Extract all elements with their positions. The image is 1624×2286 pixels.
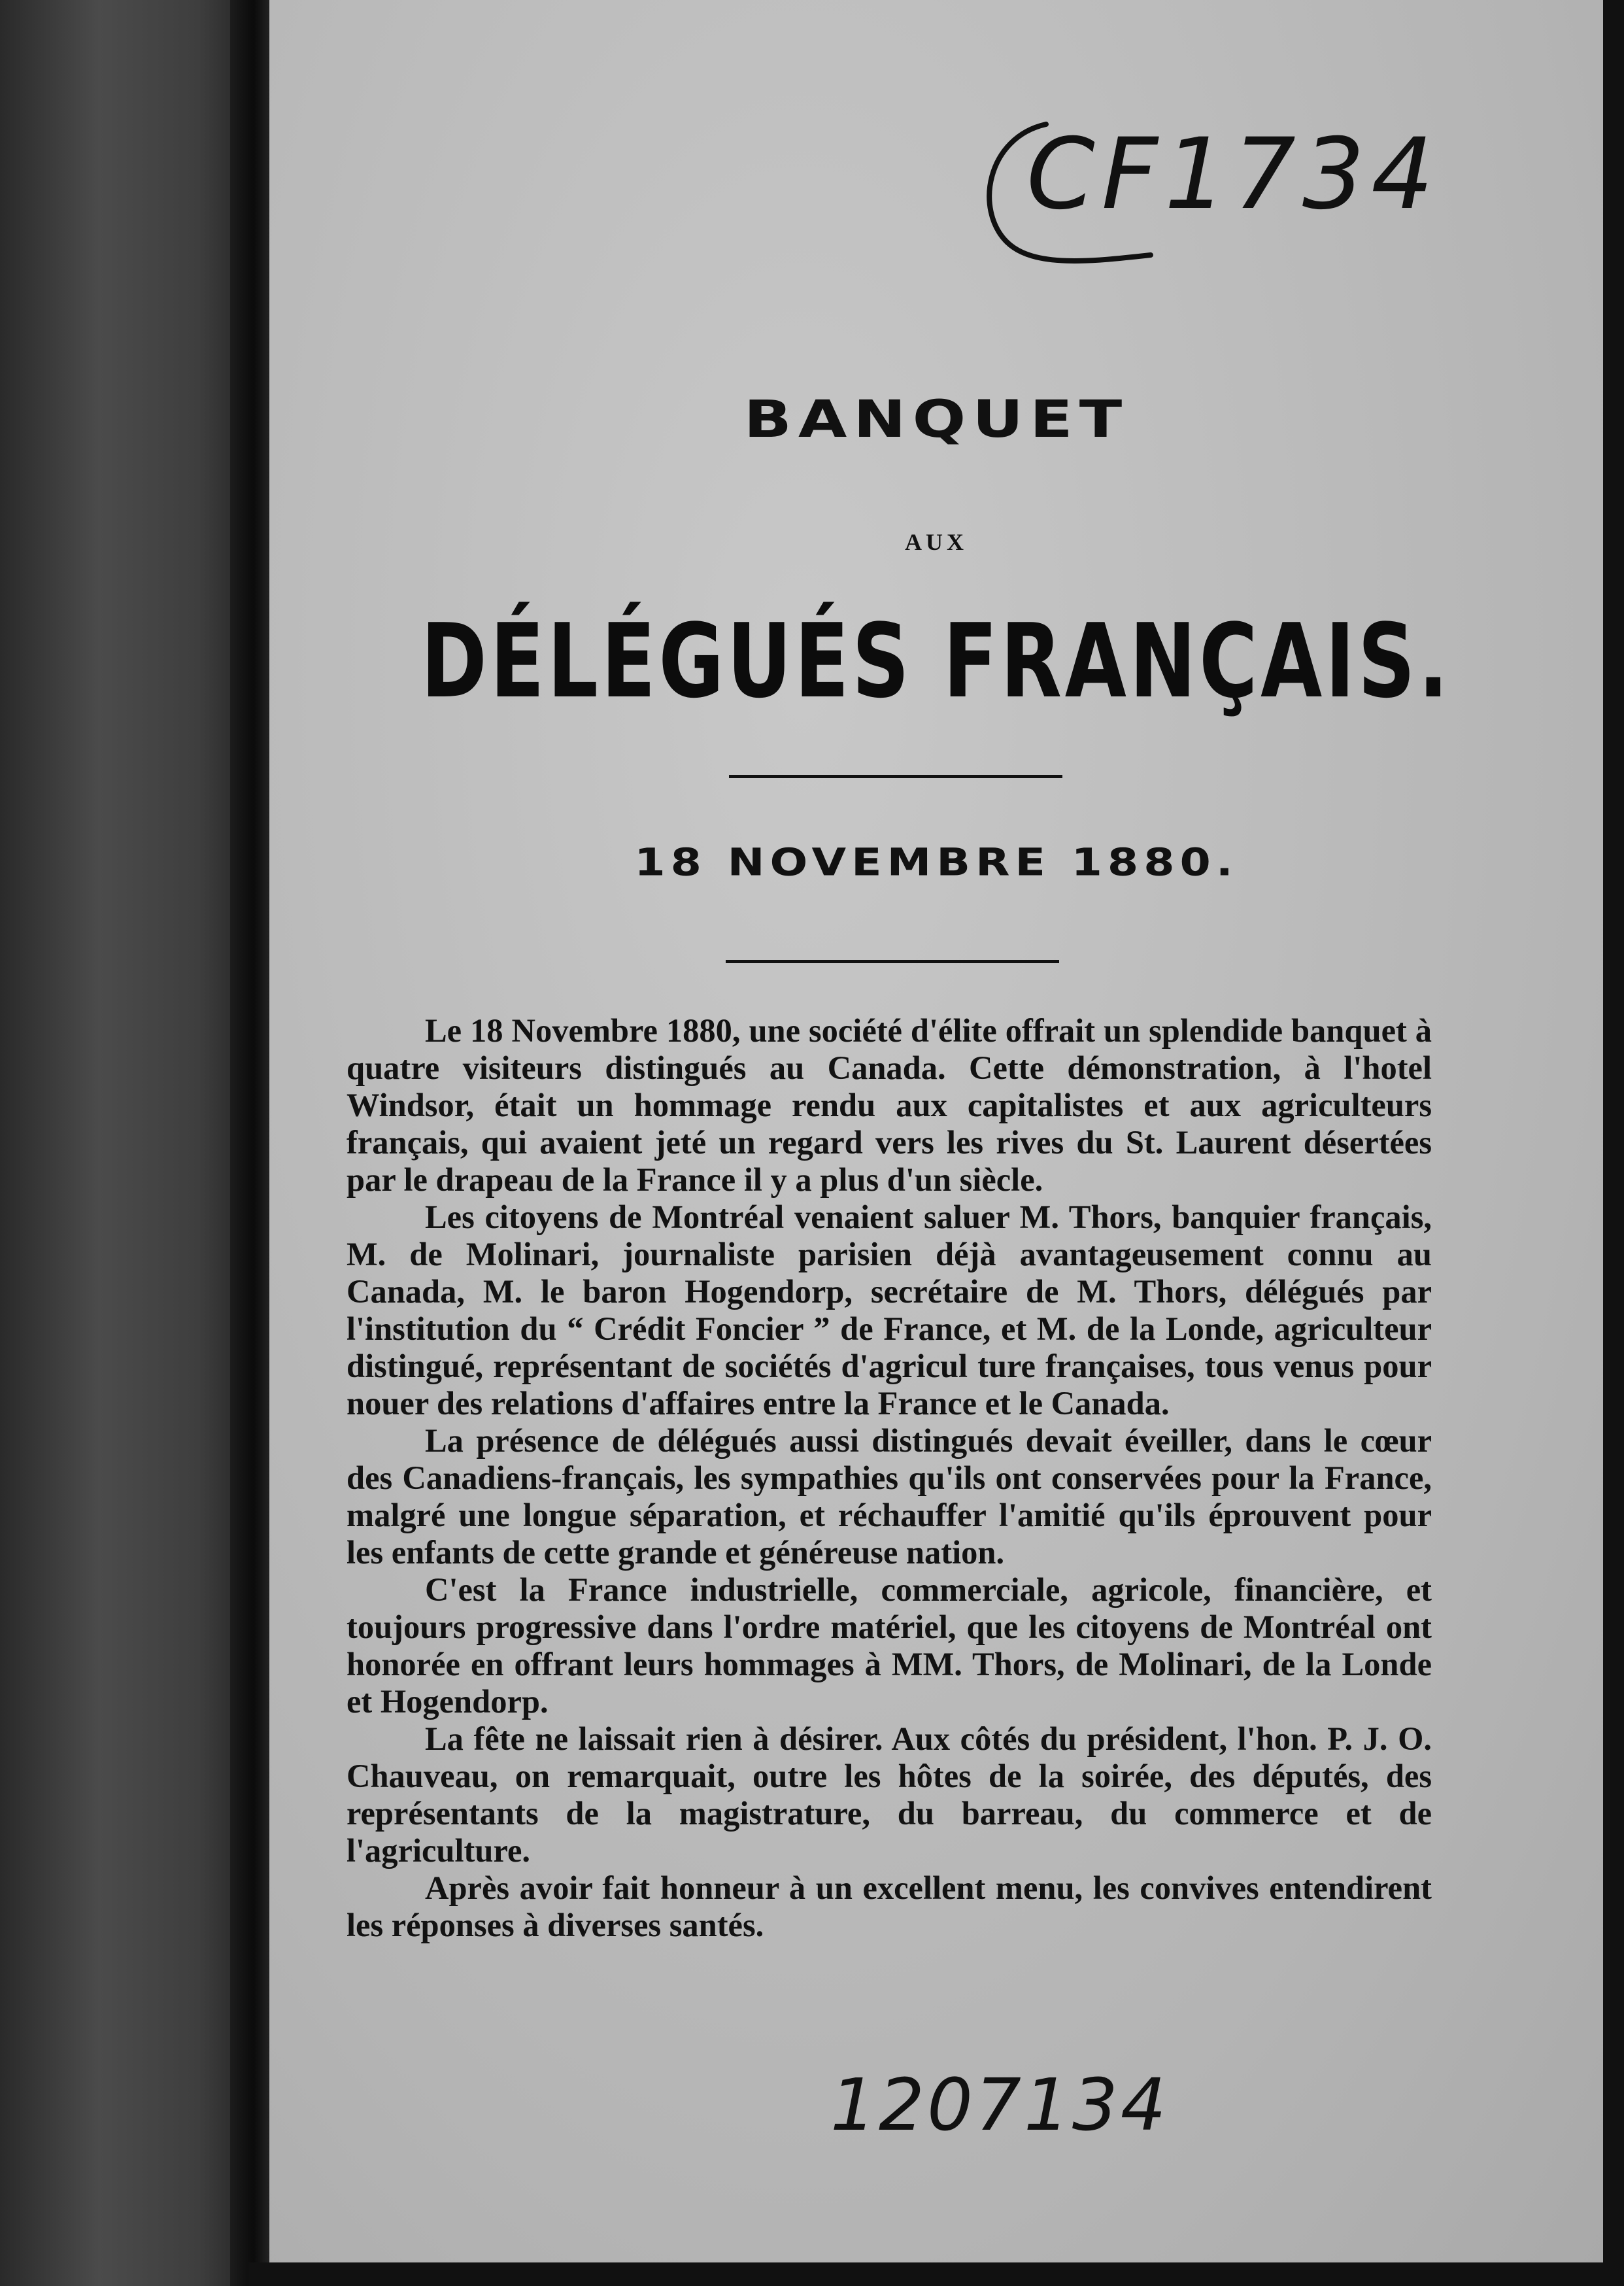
paragraph: La présence de délégués aussi distingués devait éveiller, dans le cœur des Canadiens-français, les sympathies qu'ils ont conservées pour la France, malgré une longue séparation, et réchauffer l'amitié qu'ils éprouvent pour les enfants de cette grande et généreuse nation.: [347, 1422, 1432, 1571]
divider-rule: [729, 775, 1062, 778]
handwritten-accession-number: 1207134: [830, 2063, 1169, 2147]
title-banquet: BANQUET: [743, 389, 1129, 449]
book-spine: [0, 0, 248, 2286]
divider-rule: [726, 960, 1059, 963]
paragraph: Les citoyens de Montréal venaient saluer M. Thors, banquier français, M. de Molinari, journaliste parisien déjà avantageusement connu au Canada, M. le baron Hogendorp, secrétaire de M. Thors, délégués par l'institution du “ Crédit Foncier ” de France, et M. de la Londe, agriculteur distingué, représentant de sociétés d'agricul ture françaises, tous venus pour nouer des relations d'affaires entre la France et le Canada.: [347, 1199, 1432, 1422]
handwritten-call-number: [948, 98, 1440, 294]
page-edge-right: [1603, 0, 1624, 2286]
page-edge-bottom: [248, 2262, 1624, 2286]
paragraph: Après avoir fait honneur à un excellent menu, les convives entendirent les réponses à diverses santés.: [347, 1869, 1432, 1943]
title-aux: AUX: [905, 529, 968, 555]
paragraph: Le 18 Novembre 1880, une société d'élite offrait un splendide banquet à quatre visiteurs distingués au Canada. Cette démonstration, à l'hotel Windsor, était un hommage rendu aux capitalistes et aux agriculteurs français, qui avaient jeté un regard vers les rives du St. Laurent désertées par le drapeau de la France il y a plus d'un siècle.: [347, 1012, 1432, 1198]
title-date: 18 NOVEMBRE 1880.: [634, 840, 1238, 885]
call-number-text: CF1734: [1026, 118, 1440, 231]
paragraph: C'est la France industrielle, commerciale, agricole, financière, et toujours progressive dans l'ordre matériel, que les citoyens de Montréal ont honorée en offrant leurs hommages à MM. Thors, de Molinari, de la Londe et Hogendorp.: [347, 1571, 1432, 1720]
body-text: [347, 1012, 1432, 1944]
spine-shadow: [230, 0, 269, 2286]
title-delegues-francais: DÉLÉGUÉS FRANÇAIS.: [420, 602, 1452, 721]
paragraph: La fête ne laissait rien à désirer. Aux côtés du président, l'hon. P. J. O. Chauveau, on remarquait, outre les hôtes de la soirée, des députés, des représentants de la magistrature, du barreau, du commerce et de l'agriculture.: [347, 1720, 1432, 1869]
